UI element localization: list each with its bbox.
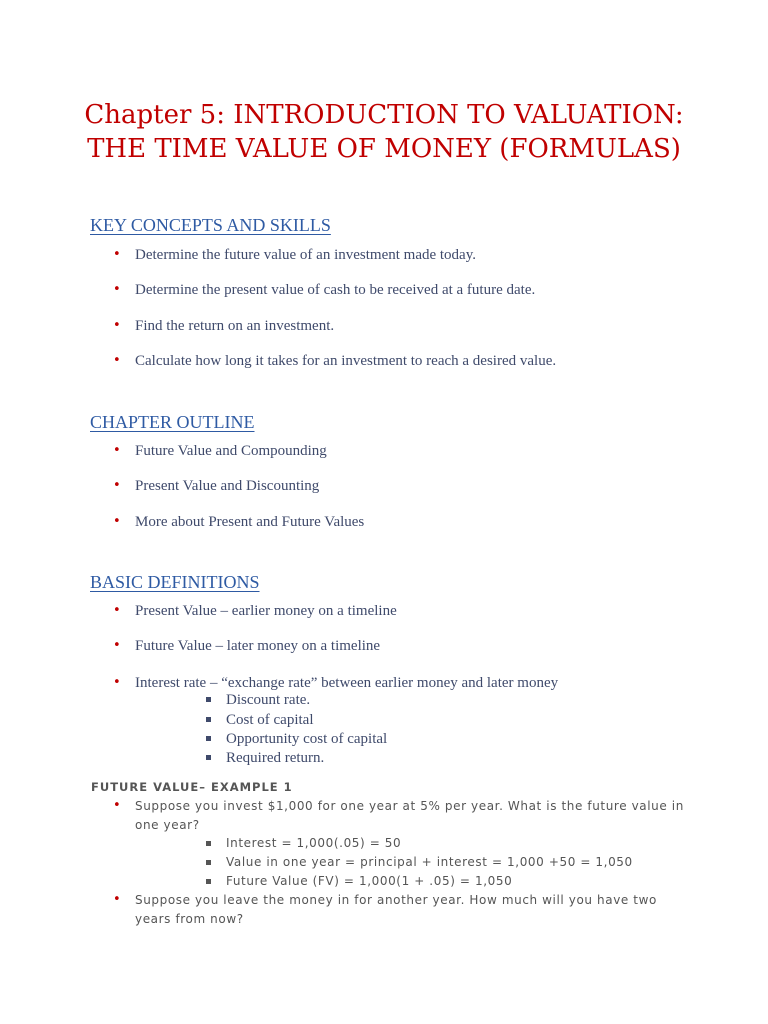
section-heading-key-concepts: KEY CONCEPTS AND SKILLS — [90, 215, 331, 235]
list-item: • Interest rate – “exchange rate” between earlier money and later money — [113, 675, 559, 691]
sub-list-item: Required return. — [226, 749, 324, 767]
square-bullet-icon — [206, 755, 211, 760]
section-heading-definitions: BASIC DEFINITIONS — [90, 572, 260, 592]
bullet-icon: • — [113, 247, 121, 262]
square-bullet-icon — [206, 860, 211, 865]
section-heading-example-1: FUTURE VALUE– EXAMPLE 1 — [91, 780, 293, 794]
list-item: • Suppose you invest $1,000 for one year at 5% per year. What is the future value in one year? — [113, 798, 684, 832]
list-item: • Present Value – earlier money on a timeline — [113, 603, 397, 619]
bullet-icon: • — [113, 318, 121, 333]
sub-list-item: Cost of capital — [226, 711, 313, 729]
square-bullet-icon — [206, 717, 211, 722]
list-item: • Future Value – later money on a timeline — [113, 638, 381, 654]
square-bullet-icon — [206, 841, 211, 846]
square-bullet-icon — [206, 697, 211, 702]
square-bullet-icon — [206, 736, 211, 741]
list-item: • Determine the present value of cash to be received at a future date. — [113, 282, 536, 298]
sub-list-item: Discount rate. — [226, 691, 310, 709]
bullet-icon: • — [113, 675, 121, 690]
sub-list-item: Future Value (FV) = 1,000(1 + .05) = 1,050 — [226, 872, 512, 891]
list-item: • Present Value and Discounting — [113, 478, 320, 494]
square-bullet-icon — [206, 879, 211, 884]
list-item: • Determine the future value of an investment made today. — [113, 247, 476, 263]
list-item: • Find the return on an investment. — [113, 318, 335, 334]
bullet-icon: • — [113, 638, 121, 653]
bullet-icon: • — [113, 443, 121, 458]
sub-list-item: Value in one year = principal + interest = 1,000 +50 = 1,050 — [226, 853, 633, 872]
bullet-icon: • — [113, 353, 121, 368]
list-item: • Suppose you leave the money in for another year. How much will you have two years from now? — [113, 892, 657, 926]
sub-list-item: Opportunity cost of capital — [226, 730, 387, 748]
list-item: • Calculate how long it takes for an investment to reach a desired value. — [113, 353, 557, 369]
bullet-icon: • — [113, 478, 121, 493]
bullet-icon: • — [113, 798, 121, 813]
bullet-icon: • — [113, 514, 121, 529]
list-item: • More about Present and Future Values — [113, 514, 365, 530]
list-item: • Future Value and Compounding — [113, 443, 327, 459]
sub-list-item: Interest = 1,000(.05) = 50 — [226, 834, 401, 853]
bullet-icon: • — [113, 603, 121, 618]
bullet-icon: • — [113, 892, 121, 907]
bullet-icon: • — [113, 282, 121, 297]
section-heading-outline: CHAPTER OUTLINE — [90, 412, 255, 432]
page-title: Chapter 5: INTRODUCTION TO VALUATION: THE TIME VALUE OF MONEY (FORMULAS) — [84, 100, 684, 164]
